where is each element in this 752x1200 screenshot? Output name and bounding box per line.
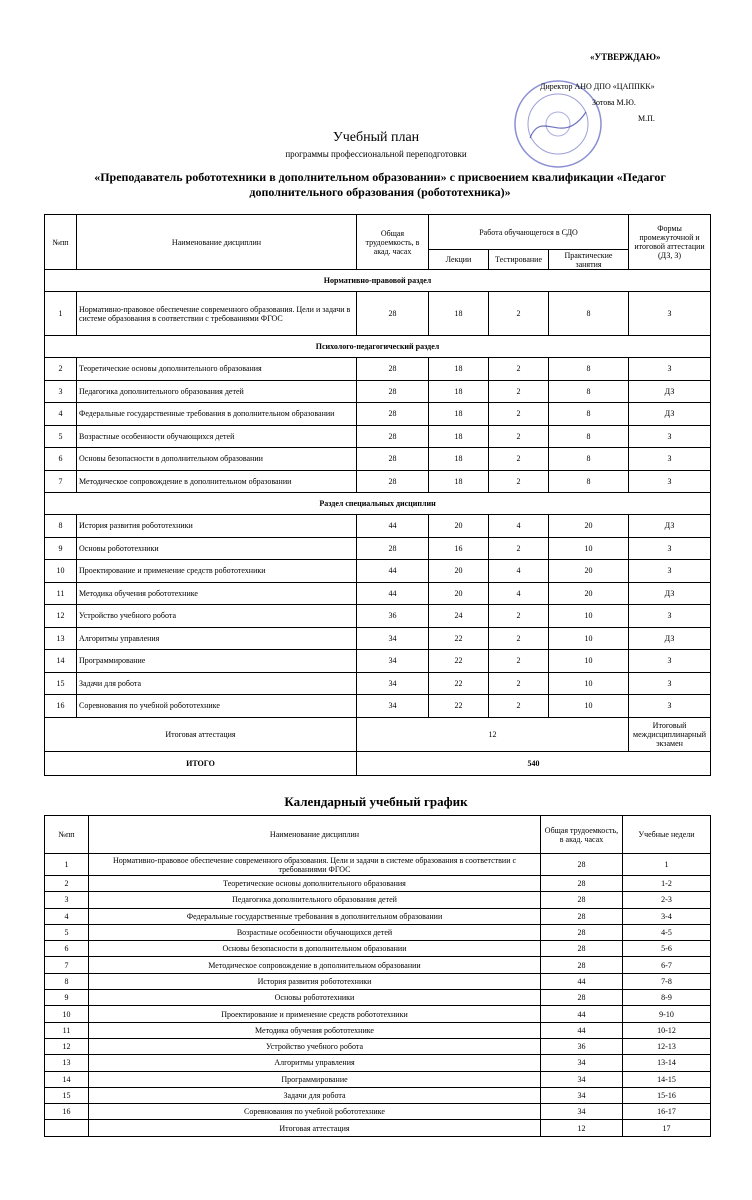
- section-row: [45, 270, 711, 292]
- cal-discipline-name: История развития робототехники: [89, 973, 541, 989]
- cal-row-number: 2: [45, 876, 89, 892]
- table-row: [45, 695, 711, 718]
- discipline-name: Программирование: [77, 650, 357, 673]
- cal-row-hours: 28: [541, 941, 623, 957]
- final-hours: 12: [357, 717, 629, 751]
- cal-header-name: Наименование дисциплин: [89, 816, 541, 854]
- row-form: З: [629, 448, 711, 471]
- discipline-name: Основы безопасности в дополнительном образовании: [77, 448, 357, 471]
- program-heading: «Преподаватель робототехники в дополнительном образовании» с присвоением квалификации «Педагог дополнительного образования (робототехника)»: [94, 170, 666, 199]
- cal-discipline-name: Методика обучения робототехнике: [89, 1022, 541, 1038]
- discipline-name: Алгоритмы управления: [77, 627, 357, 650]
- cal-row-number: [45, 1120, 89, 1136]
- row-testing: 2: [489, 672, 549, 695]
- cal-row-hours: 28: [541, 854, 623, 876]
- row-form: З: [629, 425, 711, 448]
- cal-row-weeks: 4-5: [623, 924, 711, 940]
- row-practical: 10: [549, 672, 629, 695]
- row-practical: 10: [549, 650, 629, 673]
- row-testing: 2: [489, 537, 549, 560]
- row-lectures: 18: [429, 358, 489, 381]
- table-row: [45, 448, 711, 471]
- cal-row-number: 9: [45, 990, 89, 1006]
- calendar-row: [45, 1055, 711, 1071]
- cal-row-hours: 28: [541, 892, 623, 908]
- row-form: З: [629, 695, 711, 718]
- row-testing: 2: [489, 380, 549, 403]
- table-row: [45, 605, 711, 628]
- row-number: 6: [45, 448, 77, 471]
- table-row: [45, 537, 711, 560]
- row-lectures: 22: [429, 672, 489, 695]
- row-form: ДЗ: [629, 515, 711, 538]
- row-number: 2: [45, 358, 77, 381]
- cal-row-number: 1: [45, 854, 89, 876]
- cal-row-hours: 28: [541, 957, 623, 973]
- calendar-table: [44, 815, 711, 1137]
- row-lectures: 18: [429, 425, 489, 448]
- cal-discipline-name: Методическое сопровождение в дополнительном образовании: [89, 957, 541, 973]
- row-hours: 34: [357, 672, 429, 695]
- row-practical: 10: [549, 695, 629, 718]
- section-title: Раздел специальных дисциплин: [45, 493, 711, 515]
- cal-row-weeks: 15-16: [623, 1087, 711, 1103]
- row-practical: 10: [549, 605, 629, 628]
- cal-row-number: 12: [45, 1038, 89, 1054]
- row-lectures: 18: [429, 470, 489, 493]
- table-row: [45, 560, 711, 583]
- header-practical: Практические занятия: [549, 250, 629, 270]
- cal-row-weeks: 6-7: [623, 957, 711, 973]
- cal-row-weeks: 3-4: [623, 908, 711, 924]
- row-practical: 8: [549, 358, 629, 381]
- table-row: [45, 515, 711, 538]
- row-number: 14: [45, 650, 77, 673]
- stamp-place: М.П.: [638, 114, 655, 123]
- cal-row-number: 14: [45, 1071, 89, 1087]
- row-practical: 8: [549, 380, 629, 403]
- row-form: З: [629, 358, 711, 381]
- row-hours: 28: [357, 448, 429, 471]
- row-lectures: 20: [429, 582, 489, 605]
- row-practical: 8: [549, 403, 629, 426]
- cal-row-weeks: 10-12: [623, 1022, 711, 1038]
- cal-row-hours: 28: [541, 990, 623, 1006]
- cal-row-number: 15: [45, 1087, 89, 1103]
- row-testing: 2: [489, 470, 549, 493]
- discipline-name: Нормативно-правовое обеспечение современного образования. Цели и задачи в системе образования в соответствии с требованиями ФГОС: [77, 292, 357, 336]
- cal-row-hours: 28: [541, 924, 623, 940]
- cal-header-hours: Общая трудоемкость, в акад. часах: [541, 816, 623, 854]
- row-number: 3: [45, 380, 77, 403]
- row-hours: 34: [357, 650, 429, 673]
- row-form: З: [629, 650, 711, 673]
- discipline-name: Методика обучения робототехнике: [77, 582, 357, 605]
- table-row: [45, 380, 711, 403]
- row-testing: 2: [489, 403, 549, 426]
- row-lectures: 22: [429, 695, 489, 718]
- row-lectures: 20: [429, 560, 489, 583]
- total-hours: 540: [357, 751, 711, 775]
- table-row: [45, 425, 711, 448]
- row-form: ДЗ: [629, 403, 711, 426]
- row-practical: 8: [549, 292, 629, 336]
- discipline-name: Методическое сопровождение в дополнительном образовании: [77, 470, 357, 493]
- calendar-row: [45, 1071, 711, 1087]
- cal-row-number: 4: [45, 908, 89, 924]
- discipline-name: Федеральные государственные требования в дополнительном образовании: [77, 403, 357, 426]
- row-lectures: 18: [429, 403, 489, 426]
- cal-discipline-name: Основы робототехники: [89, 990, 541, 1006]
- table-row: [45, 672, 711, 695]
- row-hours: 44: [357, 582, 429, 605]
- calendar-row: [45, 908, 711, 924]
- row-form: З: [629, 292, 711, 336]
- table-row: [45, 470, 711, 493]
- section-row: [45, 493, 711, 515]
- table-row: [45, 582, 711, 605]
- row-testing: 2: [489, 292, 549, 336]
- header-work: Работа обучающегося в СДО: [429, 215, 629, 250]
- header-forms: Формы промежуточной и итоговой аттестации (ДЗ, З): [629, 215, 711, 270]
- calendar-row: [45, 1038, 711, 1054]
- row-practical: 8: [549, 425, 629, 448]
- row-number: 16: [45, 695, 77, 718]
- section-title: Психолого-педагогический раздел: [45, 336, 711, 358]
- discipline-name: Соревнования по учебной робототехнике: [77, 695, 357, 718]
- discipline-name: Задачи для робота: [77, 672, 357, 695]
- cal-row-weeks: 1-2: [623, 876, 711, 892]
- row-practical: 10: [549, 627, 629, 650]
- calendar-row: [45, 941, 711, 957]
- cal-row-number: 8: [45, 973, 89, 989]
- row-number: 5: [45, 425, 77, 448]
- cal-row-hours: 28: [541, 908, 623, 924]
- cal-row-weeks: 17: [623, 1120, 711, 1136]
- calendar-row: [45, 1006, 711, 1022]
- row-number: 1: [45, 292, 77, 336]
- row-number: 13: [45, 627, 77, 650]
- row-lectures: 24: [429, 605, 489, 628]
- final-attestation-row: [45, 717, 711, 751]
- cal-row-hours: 34: [541, 1087, 623, 1103]
- calendar-row: [45, 1022, 711, 1038]
- row-hours: 28: [357, 425, 429, 448]
- row-lectures: 18: [429, 292, 489, 336]
- row-lectures: 18: [429, 380, 489, 403]
- calendar-row: [45, 973, 711, 989]
- cal-row-hours: 28: [541, 876, 623, 892]
- row-number: 11: [45, 582, 77, 605]
- cal-row-weeks: 14-15: [623, 1071, 711, 1087]
- row-lectures: 22: [429, 627, 489, 650]
- cal-discipline-name: Итоговая аттестация: [89, 1120, 541, 1136]
- cal-row-hours: 12: [541, 1120, 623, 1136]
- row-testing: 2: [489, 425, 549, 448]
- row-form: З: [629, 672, 711, 695]
- cal-row-hours: 34: [541, 1071, 623, 1087]
- row-testing: 4: [489, 560, 549, 583]
- discipline-name: Возрастные особенности обучающихся детей: [77, 425, 357, 448]
- cal-discipline-name: Проектирование и применение средств робототехники: [89, 1006, 541, 1022]
- row-lectures: 18: [429, 448, 489, 471]
- cal-row-number: 3: [45, 892, 89, 908]
- row-testing: 2: [489, 650, 549, 673]
- row-testing: 4: [489, 582, 549, 605]
- cal-row-number: 11: [45, 1022, 89, 1038]
- section-row: [45, 336, 711, 358]
- row-form: З: [629, 560, 711, 583]
- row-form: ДЗ: [629, 380, 711, 403]
- row-testing: 4: [489, 515, 549, 538]
- cal-discipline-name: Федеральные государственные требования в дополнительном образовании: [89, 908, 541, 924]
- discipline-name: Устройство учебного робота: [77, 605, 357, 628]
- row-lectures: 16: [429, 537, 489, 560]
- cal-discipline-name: Теоретические основы дополнительного образования: [89, 876, 541, 892]
- cal-row-weeks: 2-3: [623, 892, 711, 908]
- header-lectures: Лекции: [429, 250, 489, 270]
- header-hours: Общая трудоемкость, в акад. часах: [357, 215, 429, 270]
- row-number: 9: [45, 537, 77, 560]
- row-hours: 28: [357, 358, 429, 381]
- curriculum-table: [44, 214, 711, 776]
- row-hours: 28: [357, 292, 429, 336]
- calendar-title: Календарный учебный график: [284, 794, 468, 809]
- table-row: [45, 403, 711, 426]
- header-testing: Тестирование: [489, 250, 549, 270]
- row-number: 10: [45, 560, 77, 583]
- cal-row-weeks: 7-8: [623, 973, 711, 989]
- row-testing: 2: [489, 358, 549, 381]
- cal-row-number: 5: [45, 924, 89, 940]
- cal-header-weeks: Учебные недели: [623, 816, 711, 854]
- row-form: З: [629, 537, 711, 560]
- calendar-row: [45, 924, 711, 940]
- cal-row-number: 6: [45, 941, 89, 957]
- cal-discipline-name: Педагогика дополнительного образования детей: [89, 892, 541, 908]
- total-label: ИТОГО: [45, 751, 357, 775]
- row-testing: 2: [489, 627, 549, 650]
- cal-row-number: 7: [45, 957, 89, 973]
- cal-row-weeks: 8-9: [623, 990, 711, 1006]
- row-practical: 8: [549, 470, 629, 493]
- row-testing: 2: [489, 448, 549, 471]
- cal-discipline-name: Соревнования по учебной робототехнике: [89, 1104, 541, 1120]
- cal-discipline-name: Задачи для робота: [89, 1087, 541, 1103]
- row-number: 7: [45, 470, 77, 493]
- cal-discipline-name: Программирование: [89, 1071, 541, 1087]
- calendar-row: [45, 1104, 711, 1120]
- cal-row-hours: 44: [541, 1022, 623, 1038]
- calendar-row: [45, 990, 711, 1006]
- row-practical: 20: [549, 560, 629, 583]
- row-form: З: [629, 605, 711, 628]
- cal-row-weeks: 1: [623, 854, 711, 876]
- calendar-row: [45, 1087, 711, 1103]
- cal-row-hours: 36: [541, 1038, 623, 1054]
- row-practical: 20: [549, 582, 629, 605]
- cal-row-number: 10: [45, 1006, 89, 1022]
- total-row: [45, 751, 711, 775]
- final-form: Итоговый междисциплинарный экзамен: [629, 717, 711, 751]
- section-title: Нормативно-правовой раздел: [45, 270, 711, 292]
- table-row: [45, 627, 711, 650]
- table-row: [45, 650, 711, 673]
- row-hours: 34: [357, 695, 429, 718]
- director-name: Зотова М.Ю.: [592, 98, 636, 107]
- calendar-row: [45, 892, 711, 908]
- discipline-name: Педагогика дополнительного образования детей: [77, 380, 357, 403]
- calendar-row: [45, 876, 711, 892]
- row-number: 15: [45, 672, 77, 695]
- director-title: Директор АНО ДПО «ЦАППКК»: [540, 82, 655, 91]
- row-practical: 20: [549, 515, 629, 538]
- row-form: ДЗ: [629, 582, 711, 605]
- cal-row-hours: 44: [541, 973, 623, 989]
- discipline-name: Основы робототехники: [77, 537, 357, 560]
- row-hours: 44: [357, 515, 429, 538]
- cal-row-hours: 34: [541, 1055, 623, 1071]
- calendar-row: [45, 854, 711, 876]
- row-hours: 28: [357, 470, 429, 493]
- row-lectures: 20: [429, 515, 489, 538]
- cal-row-number: 13: [45, 1055, 89, 1071]
- calendar-row: [45, 957, 711, 973]
- row-hours: 28: [357, 403, 429, 426]
- header-num: №пп: [45, 215, 77, 270]
- cal-header-num: №пп: [45, 816, 89, 854]
- row-number: 4: [45, 403, 77, 426]
- discipline-name: Теоретические основы дополнительного образования: [77, 358, 357, 381]
- approval-label: «УТВЕРЖДАЮ»: [590, 52, 661, 62]
- cal-row-weeks: 5-6: [623, 941, 711, 957]
- table-row: [45, 292, 711, 336]
- row-lectures: 22: [429, 650, 489, 673]
- discipline-name: Проектирование и применение средств робототехники: [77, 560, 357, 583]
- row-hours: 28: [357, 380, 429, 403]
- row-practical: 8: [549, 448, 629, 471]
- discipline-name: История развития робототехники: [77, 515, 357, 538]
- page-title: Учебный план: [332, 130, 420, 145]
- cal-discipline-name: Нормативно-правовое обеспечение современного образования. Цели и задачи в системе образования в соответствии с требованиями ФГОС: [89, 854, 541, 876]
- cal-row-hours: 34: [541, 1104, 623, 1120]
- cal-discipline-name: Устройство учебного робота: [89, 1038, 541, 1054]
- cal-discipline-name: Возрастные особенности обучающихся детей: [89, 924, 541, 940]
- row-hours: 36: [357, 605, 429, 628]
- row-practical: 10: [549, 537, 629, 560]
- row-hours: 34: [357, 627, 429, 650]
- cal-discipline-name: Алгоритмы управления: [89, 1055, 541, 1071]
- page-subtitle: программы профессиональной переподготовки: [285, 149, 467, 159]
- cal-row-hours: 44: [541, 1006, 623, 1022]
- row-testing: 2: [489, 695, 549, 718]
- table-row: [45, 358, 711, 381]
- final-label: Итоговая аттестация: [45, 717, 357, 751]
- cal-row-weeks: 16-17: [623, 1104, 711, 1120]
- cal-row-number: 16: [45, 1104, 89, 1120]
- row-hours: 28: [357, 537, 429, 560]
- header-name: Наименование дисциплин: [77, 215, 357, 270]
- row-hours: 44: [357, 560, 429, 583]
- calendar-row: [45, 1120, 711, 1136]
- cal-discipline-name: Основы безопасности в дополнительном образовании: [89, 941, 541, 957]
- cal-row-weeks: 13-14: [623, 1055, 711, 1071]
- cal-row-weeks: 12-13: [623, 1038, 711, 1054]
- row-form: ДЗ: [629, 627, 711, 650]
- row-testing: 2: [489, 605, 549, 628]
- row-number: 12: [45, 605, 77, 628]
- row-form: З: [629, 470, 711, 493]
- row-number: 8: [45, 515, 77, 538]
- cal-row-weeks: 9-10: [623, 1006, 711, 1022]
